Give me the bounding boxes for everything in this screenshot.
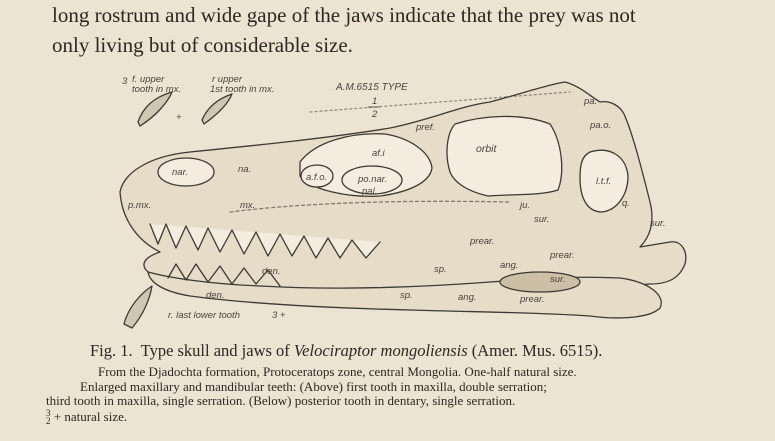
label-scale-den: 2 xyxy=(372,109,378,120)
upper-tooth-3 xyxy=(202,94,232,124)
label-specimen: A.M.6515 TYPE xyxy=(336,82,408,93)
label-third-upper-line2: 1st tooth in mx. xyxy=(210,84,275,95)
label-den-2: den. xyxy=(206,290,225,301)
label-third-upper-line1: r upper xyxy=(212,74,243,85)
label-last-lower-scale: 3 + xyxy=(272,310,286,321)
lower-tooth xyxy=(124,286,152,328)
label-sur-1: sur. xyxy=(534,214,550,225)
caption-line-2: Enlarged maxillary and mandibular teeth: (Above) first tooth in maxilla, double serration; xyxy=(80,378,547,394)
caption-title-suffix: (Amer. Mus. 6515). xyxy=(467,341,603,360)
label-pal: pal. xyxy=(362,186,378,197)
caption-line-4 xyxy=(46,409,758,425)
label-prear-2: prear. xyxy=(550,250,575,261)
label-sur-3: sur. xyxy=(550,274,566,285)
fraction-numerator: 3 xyxy=(46,407,51,418)
label-ang-1: ang. xyxy=(500,260,519,271)
label-pref: pref. xyxy=(416,122,436,133)
orbit-outline xyxy=(447,116,562,196)
figure-caption-title xyxy=(90,341,770,361)
label-pao: pa.o. xyxy=(590,120,612,131)
body-text-line-2: only living but of considerable size. xyxy=(52,33,353,57)
body-text-line-1: long rostrum and wide gape of the jaws indicate that the prey was not xyxy=(52,3,636,27)
caption-line-3: third tooth in maxilla, single serration. (Below) posterior tooth in dentary, single serration. xyxy=(46,393,516,408)
label-afo: a.f.o. xyxy=(306,172,328,183)
label-scale-num: 1 xyxy=(372,96,378,107)
label-first-upper-line2: tooth in mx. xyxy=(132,84,182,95)
label-prear-3: prear. xyxy=(520,294,545,305)
label-first-upper-prefix: 3 xyxy=(122,76,128,87)
caption-line-4-suffix: + natural size. xyxy=(50,408,128,424)
label-prear-1: prear. xyxy=(470,236,495,247)
label-first-upper-scale: + xyxy=(176,112,182,123)
label-ltf: l.t.f. xyxy=(596,176,612,187)
skull-illustration xyxy=(110,72,700,337)
label-first-upper-line1: f. upper xyxy=(132,74,165,85)
label-na: na. xyxy=(238,164,252,175)
label-ang-2: ang. xyxy=(458,292,477,303)
label-sp-1: sp. xyxy=(434,264,447,275)
caption-species: Velociraptor mongoliensis xyxy=(293,341,468,360)
label-pa: pa. xyxy=(584,96,598,107)
figure-number: Fig. 1. xyxy=(90,341,133,360)
label-orbit: orbit xyxy=(476,143,497,155)
label-den-1: den. xyxy=(262,266,281,277)
figure-caption-details xyxy=(46,365,758,425)
mandibular-fenestra xyxy=(500,272,580,292)
label-ju: ju. xyxy=(520,200,531,211)
caption-title-prefix: Type skull and jaws of xyxy=(140,341,294,360)
label-pmx: p.mx. xyxy=(128,200,152,211)
label-last-lower: r. last lower tooth xyxy=(168,310,240,321)
label-ponar: po.nar. xyxy=(358,174,388,185)
fraction-denominator: 2 xyxy=(46,415,51,426)
body-text xyxy=(52,0,772,60)
label-mx: mx. xyxy=(240,200,256,211)
upper-tooth-1 xyxy=(138,92,172,126)
label-afi: af.i xyxy=(372,148,385,159)
caption-line-1: From the Djadochta formation, Protoceratops zone, central Mongolia. One-half natural size. xyxy=(98,364,577,379)
label-nar: nar. xyxy=(172,167,189,178)
label-q: q. xyxy=(622,198,630,209)
label-sp-2: sp. xyxy=(400,290,413,301)
label-sur-2: sur. xyxy=(650,218,666,229)
